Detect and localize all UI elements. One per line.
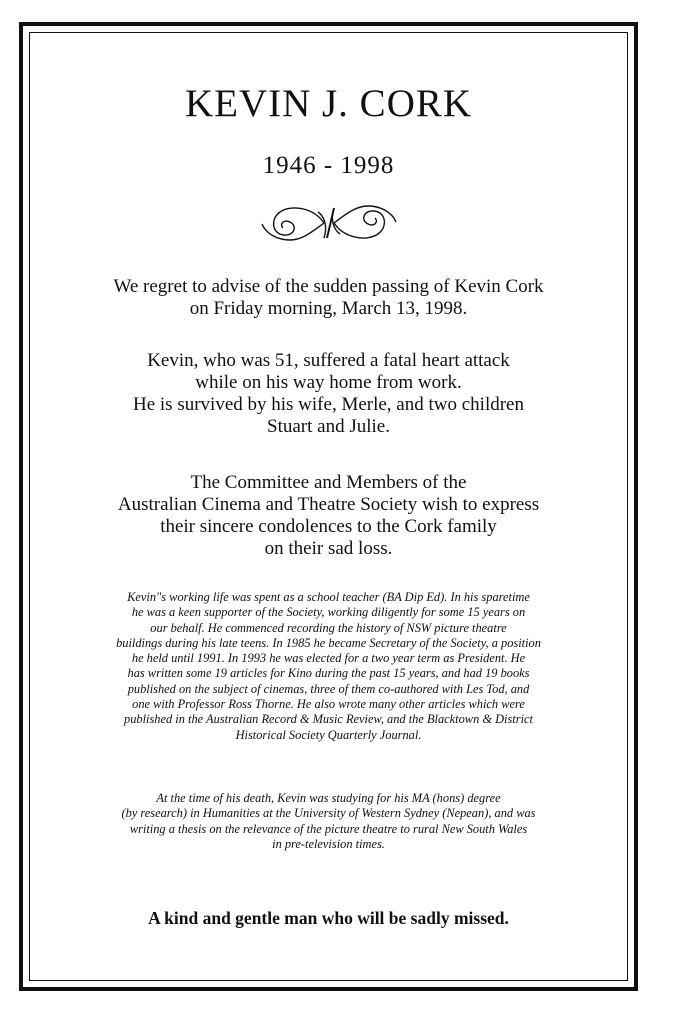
condolences-line: on their sad loss.	[264, 538, 393, 559]
studies-line: At the time of his death, Kevin was studying for his MA (hons) degree	[156, 791, 501, 805]
biography-line: he was a keen supporter of the Society, working diligently for some 15 years on	[131, 605, 526, 620]
biography-line: one with Professor Ross Thorne. He also wrote many other articles which were	[132, 697, 525, 712]
details-line: He is survived by his wife, Merle, and two children	[133, 394, 524, 415]
outer-border	[19, 22, 638, 991]
biography-line: our behalf. He commenced recording the history of NSW picture theatre	[150, 620, 507, 635]
studies-line: (by research) in Humanities at the University of Western Sydney (Nepean), and was	[121, 806, 536, 821]
details-line: while on his way home from work.	[195, 372, 462, 393]
condolences-line: The Committee and Members of the	[190, 472, 467, 493]
details-line: Stuart and Julie.	[267, 416, 390, 437]
biography-line: published on the subject of cinemas, three of them co-authored with Les Tod, and	[127, 681, 530, 696]
details-line: Kevin, who was 51, suffered a fatal heart attack	[147, 350, 510, 371]
studies-line: in pre-television times.	[272, 836, 385, 851]
condolences-line: their sincere condolences to the Cork family	[160, 516, 497, 537]
announcement-line: We regret to advise of the sudden passing of Kevin Cork	[113, 276, 544, 297]
biography-line: buildings during his late teens. In 1985 he became Secretary of the Society, a position	[116, 635, 541, 650]
details-paragraph	[23, 350, 634, 438]
biography-line: he held until 1991. In 1993 he was elected for a two year term as President. He	[131, 651, 526, 666]
announcement-line: on Friday morning, March 13, 1998.	[189, 298, 468, 319]
studies-line: writing a thesis on the relevance of the picture theatre to rural New South Wales	[129, 821, 528, 836]
life-years: 1946 - 1998	[262, 152, 395, 179]
condolences-line: Australian Cinema and Theatre Society wish to express	[117, 494, 540, 515]
page-title: KEVIN J. CORK	[184, 82, 473, 125]
biography-line: published in the Australian Record & Music Review, and the Blacktown & District	[124, 712, 533, 727]
biography-paragraph	[23, 590, 634, 743]
biography-line: Kevin"s working life was spent as a school teacher (BA Dip Ed). In his sparetime	[127, 590, 530, 604]
condolences-paragraph	[23, 472, 634, 560]
closing-line: A kind and gentle man who will be sadly missed.	[148, 908, 509, 928]
biography-line: Historical Society Quarterly Journal.	[235, 727, 422, 742]
studies-paragraph	[23, 791, 634, 852]
scroll-flourish-icon	[254, 198, 404, 248]
biography-line: has written some 19 articles for Kino during the past 15 years, and had 19 books	[127, 666, 530, 681]
announcement-paragraph	[23, 276, 634, 320]
notice-content	[23, 26, 634, 987]
